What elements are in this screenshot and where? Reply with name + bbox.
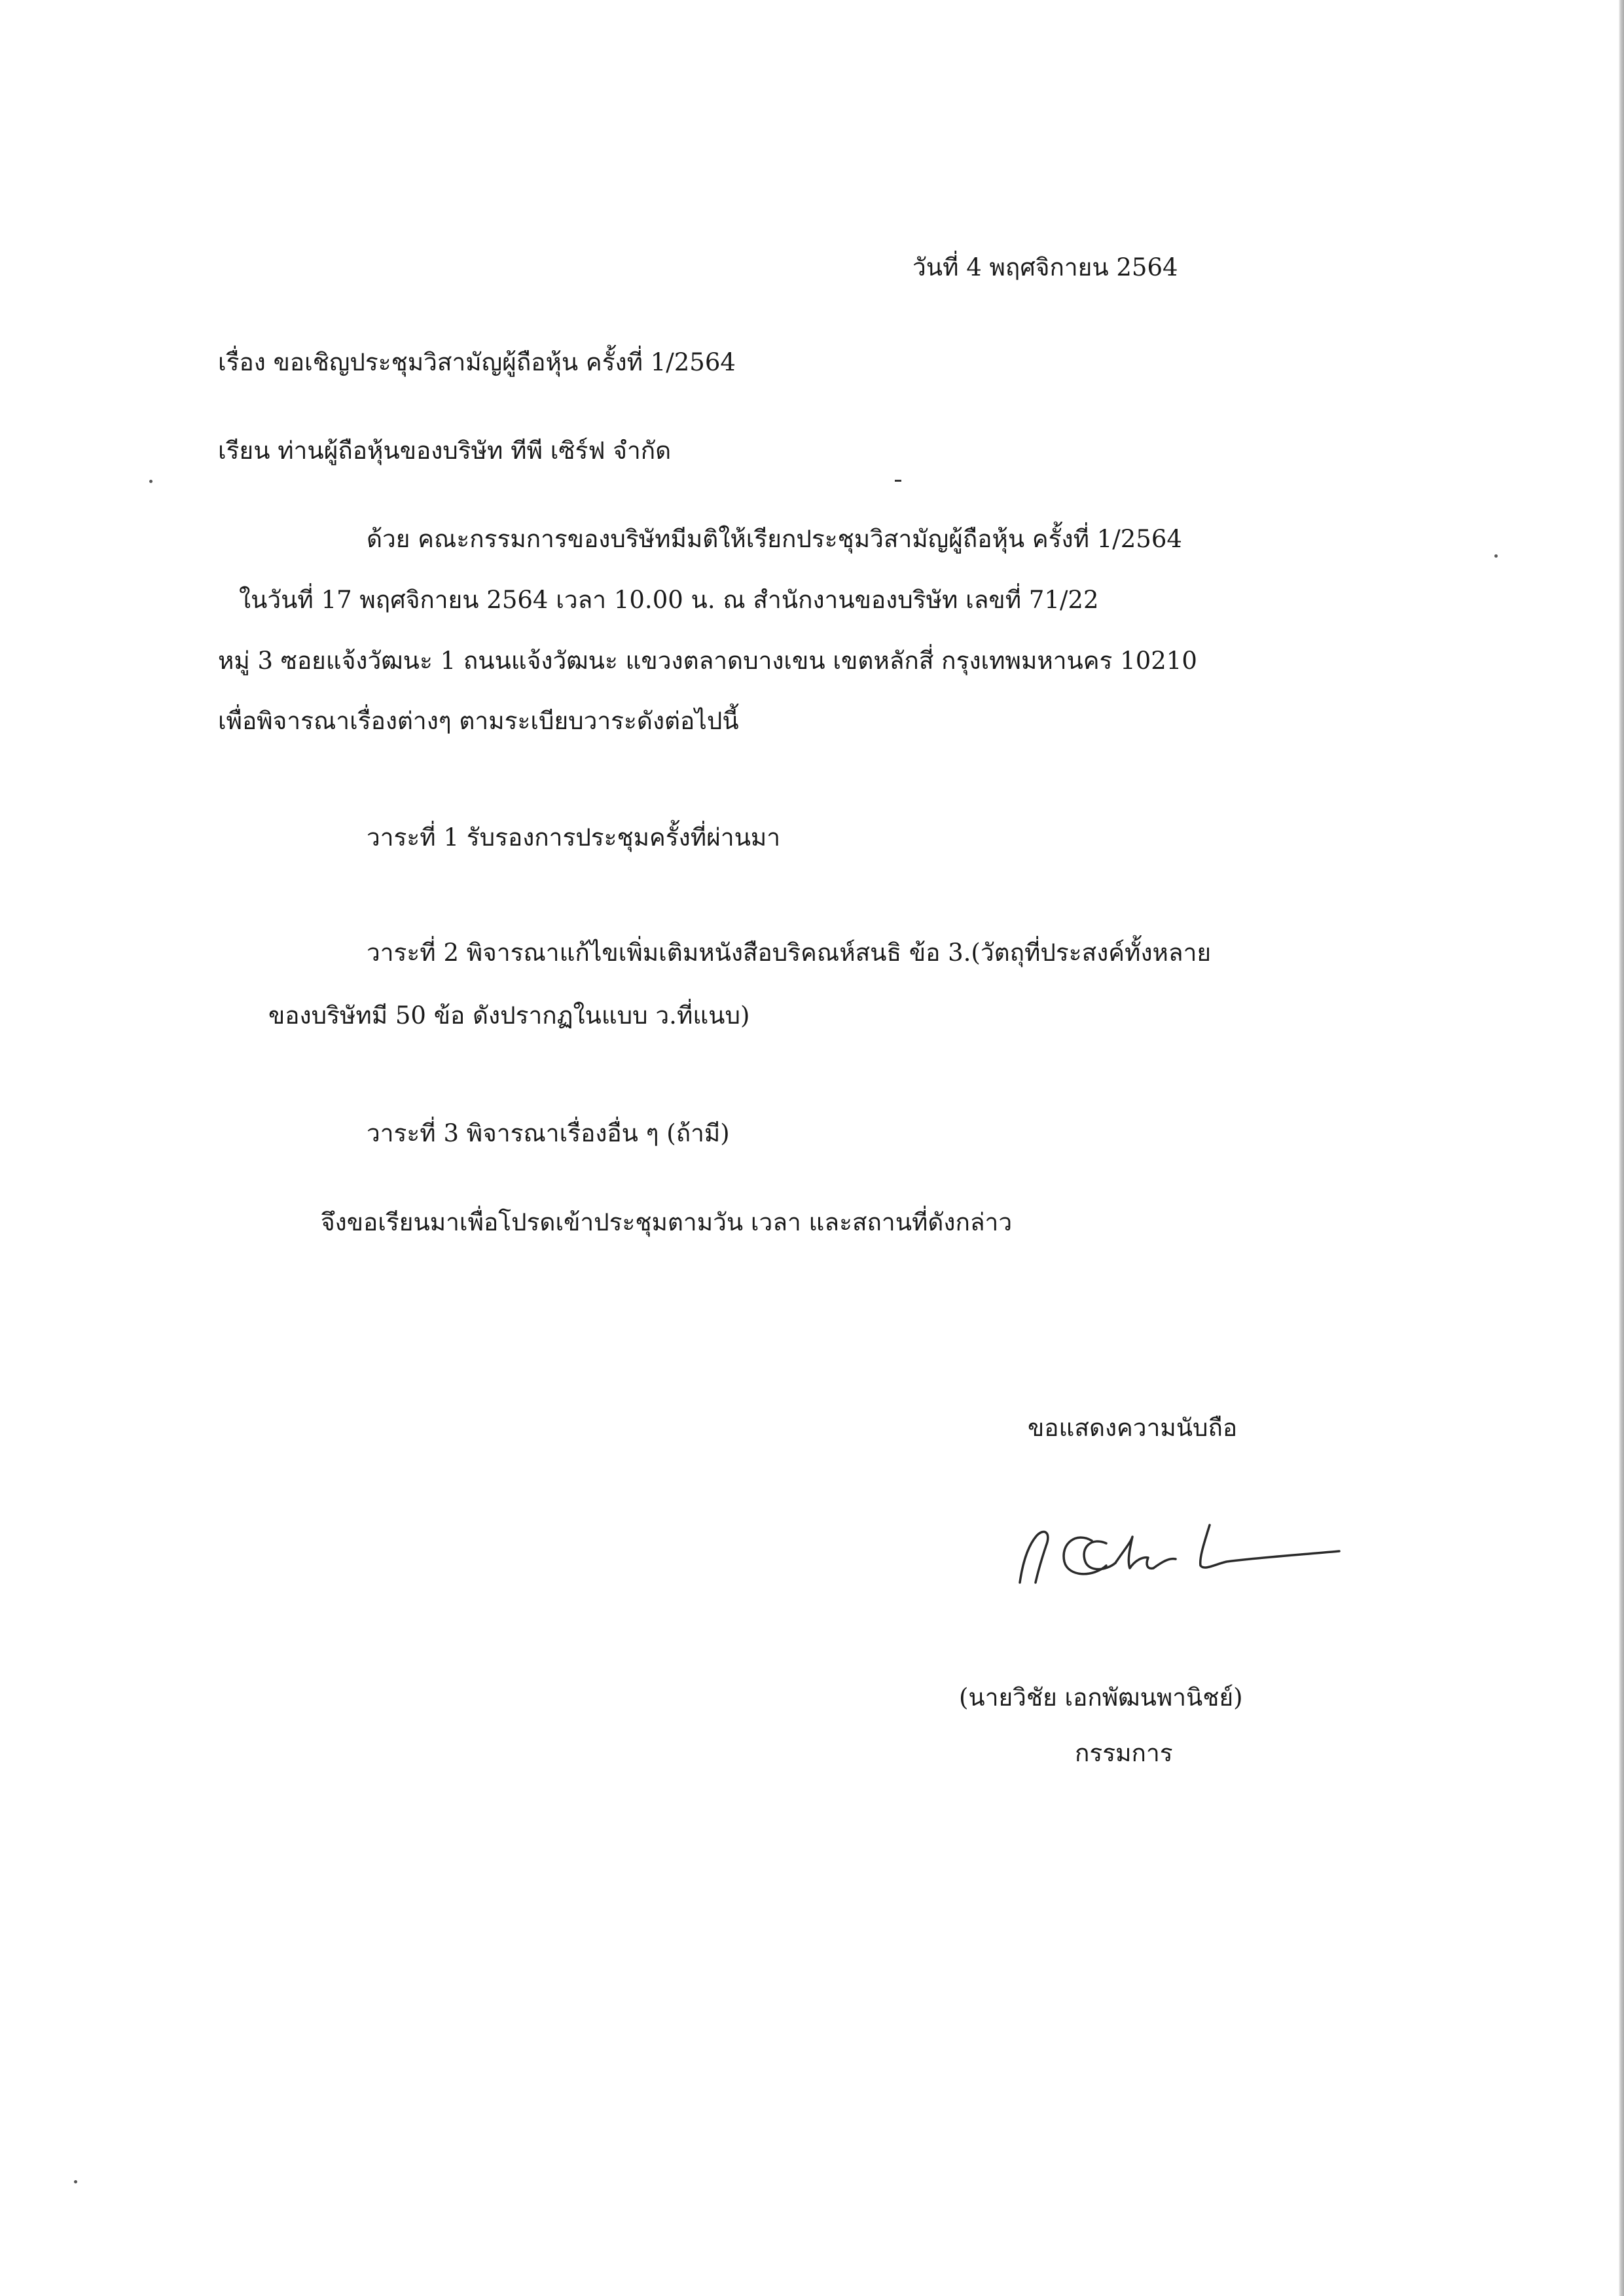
body-line: หมู่ 3 ซอยแจ้งวัฒนะ 1 ถนนแจ้งวัฒนะ แขวงตลาดบางเขน เขตหลักสี่ กรุงเทพมหานคร 10210	[218, 647, 1197, 675]
scan-speck	[74, 2180, 77, 2183]
letter-subject: เรื่อง ขอเชิญประชุมวิสามัญผู้ถือหุ้น ครั้งที่ 1/2564	[218, 348, 736, 376]
body-line: ในวันที่ 17 พฤศจิกายน 2564 เวลา 10.00 น. ณ สำนักงานของบริษัท เลขที่ 71/22	[239, 586, 1099, 614]
body-line: เพื่อพิจารณาเรื่องต่างๆ ตามระเบียบวาระดังต่อไปนี้	[218, 707, 739, 735]
signer-title: กรรมการ	[1075, 1739, 1173, 1767]
letter-date: วันที่ 4 พฤศจิกายน 2564	[912, 253, 1178, 281]
body-line: ด้วย คณะกรรมการของบริษัทมีมติให้เรียกประชุมวิสามัญผู้ถือหุ้น ครั้งที่ 1/2564	[367, 525, 1182, 553]
letter-recipient: เรียน ท่านผู้ถือหุ้นของบริษัท ทีพี เซิร์ฟ จำกัด	[218, 437, 672, 465]
signer-name: (นายวิชัย เอกพัฒนพานิชย์)	[959, 1683, 1243, 1712]
letter-salutation: ขอแสดงความนับถือ	[1028, 1414, 1238, 1442]
letter-closing: จึงขอเรียนมาเพื่อโปรดเข้าประชุมตามวัน เวลา และสถานที่ดังกล่าว	[321, 1208, 1013, 1236]
scan-edge-shadow	[1619, 0, 1624, 2296]
agenda-item-2: วาระที่ 2 พิจารณาแก้ไขเพิ่มเติมหนังสือบริคณห์สนธิ ข้อ 3.(วัตถุที่ประสงค์ทั้งหลาย	[367, 939, 1212, 967]
scan-speck	[1494, 554, 1498, 558]
agenda-item-3: วาระที่ 3 พิจารณาเรื่องอื่น ๆ (ถ้ามี)	[367, 1119, 730, 1147]
scan-speck	[149, 480, 153, 483]
agenda-item-2-continuation: ของบริษัทมี 50 ข้อ ดังปรากฏในแบบ ว.ที่แนบ)	[268, 1001, 750, 1030]
agenda-item-1: วาระที่ 1 รับรองการประชุมครั้งที่ผ่านมา	[367, 823, 781, 852]
handwritten-signature	[1008, 1505, 1348, 1597]
scan-dash-mark	[895, 480, 901, 482]
